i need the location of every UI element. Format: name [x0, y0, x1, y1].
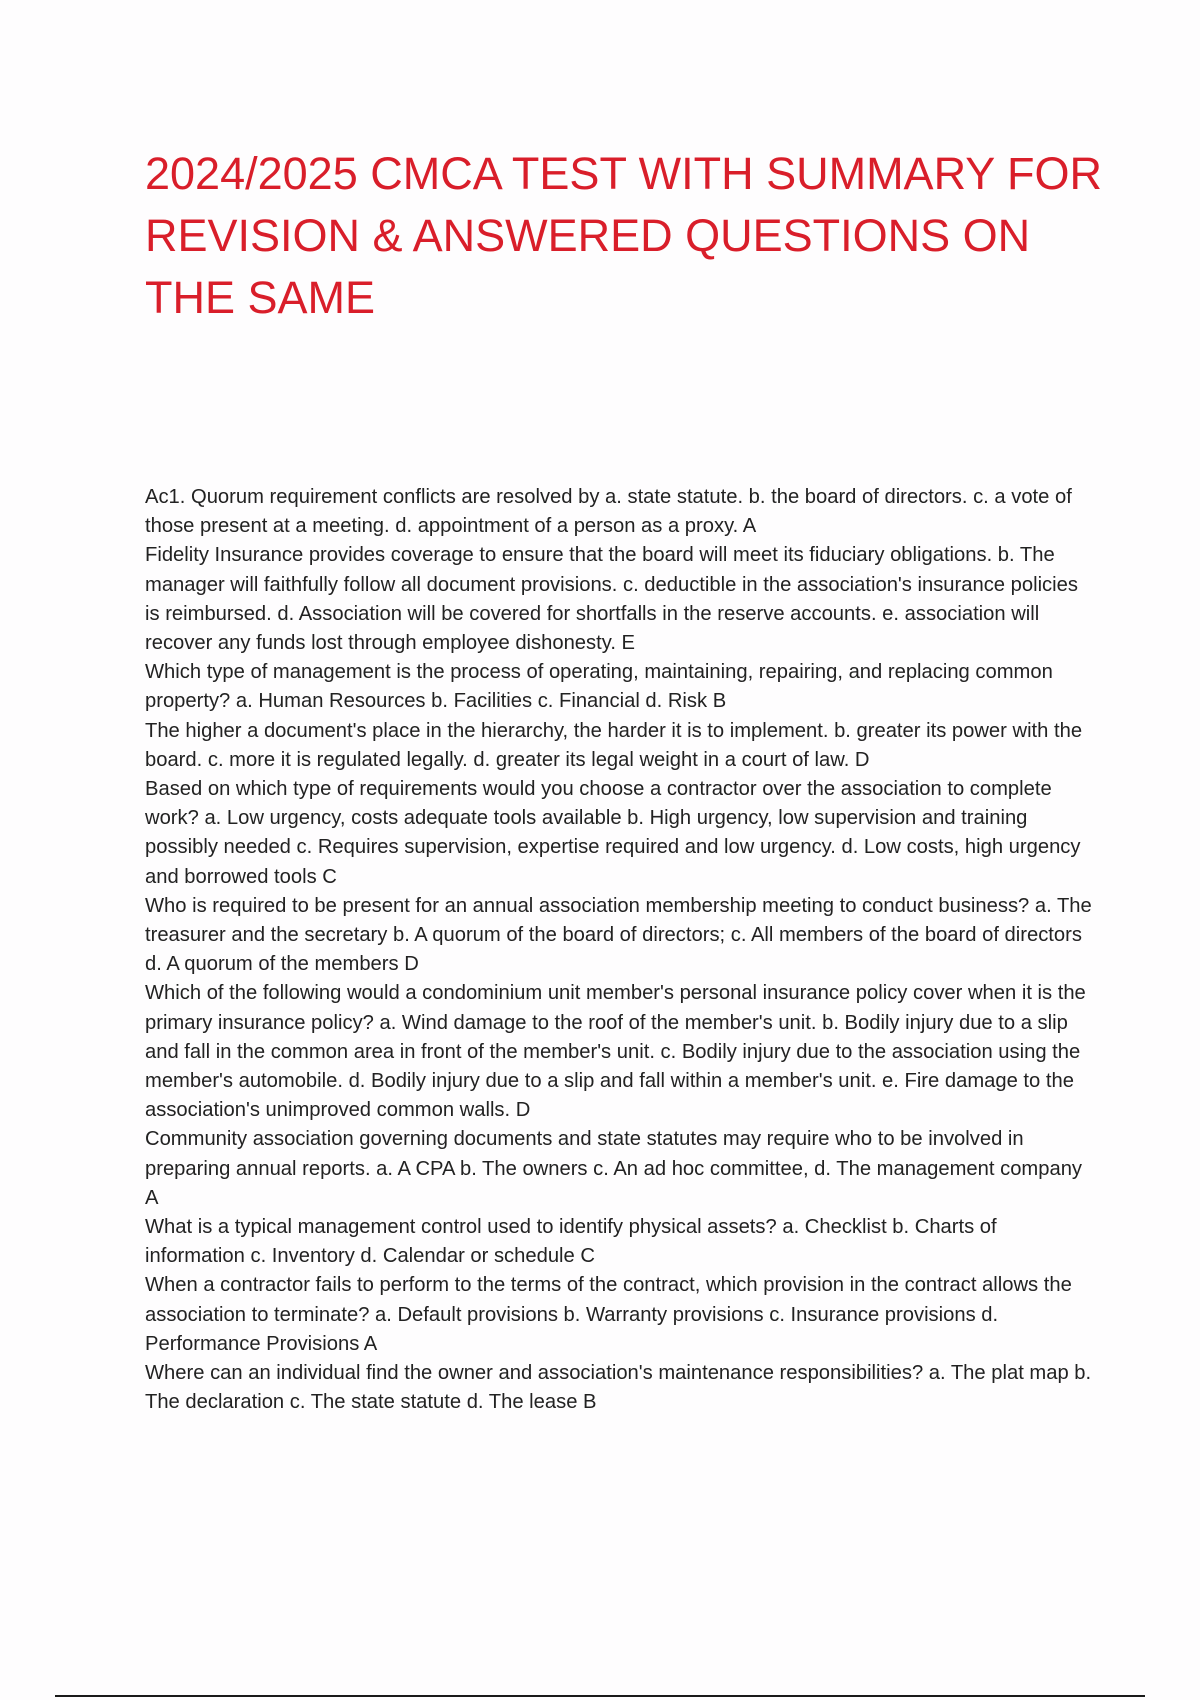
- question-list: [145, 483, 1095, 1418]
- question-item: When a contractor fails to perform to the terms of the contract, which provision in the contract allows the association to terminate? a. Default provisions b. Warranty provisions c. Insurance provisions d. Performance Provisions A: [145, 1274, 1072, 1355]
- question-item: Where can an individual find the owner and association's maintenance responsibilities? a. The plat map b. The declaration c. The state statute d. The lease B: [145, 1362, 1092, 1414]
- document-title: 2024/2025 CMCA TEST WITH SUMMARY FOR REVISION & ANSWERED QUESTIONS ON THE SAME: [145, 148, 1102, 323]
- question-item: Ac1. Quorum requirement conflicts are resolved by a. state statute. b. the board of directors. c. a vote of those present at a meeting. d. appointment of a person as a proxy. A: [145, 486, 1072, 538]
- question-item: Which of the following would a condominium unit member's personal insurance policy cover when it is the primary insurance policy? a. Wind damage to the roof of the member's unit. b. Bodily injury due to a slip and fall in the common area in front of the member's unit. c. Bodily injury due to the association using the member's automobile. d. Bodily injury due to a slip and fall within a member's unit. e. Fire damage to the association's unimproved common walls. D: [145, 982, 1086, 1122]
- question-item: Based on which type of requirements would you choose a contractor over the association to complete work? a. Low urgency, costs adequate tools available b. High urgency, low supervision and training possibly needed c. Requires supervision, expertise required and low urgency. d. Low costs, high urgency and borrowed tools C: [145, 778, 1081, 888]
- question-item: The higher a document's place in the hierarchy, the harder it is to implement. b. greater its power with the board. c. more it is regulated legally. d. greater its legal weight in a court of law. D: [145, 719, 1083, 771]
- question-item: Community association governing documents and state statutes may require who to be involved in preparing annual reports. a. A CPA b. The owners c. An ad hoc committee, d. The management company A: [145, 1128, 1083, 1209]
- question-item: Who is required to be present for an annual association membership meeting to conduct business? a. The treasurer and the secretary b. A quorum of the board of directors; c. All members of the board of directors d. A quorum of the members D: [145, 894, 1092, 976]
- question-item: Which type of management is the process of operating, maintaining, repairing, and replacing common property? a. Human Resources b. Facilities c. Financial d. Risk B: [145, 661, 1053, 713]
- question-item: What is a typical management control used to identify physical assets? a. Checklist b. Charts of information c. Inventory d. Calendar or schedule C: [145, 1216, 997, 1268]
- page-bottom-rule: [55, 1695, 1145, 1697]
- question-item: Fidelity Insurance provides coverage to ensure that the board will meet its fiduciary obligations. b. The manager will faithfully follow all document provisions. c. deductible in the association's insurance policies is reimbursed. d. Association will be covered for shortfalls in the reserve accounts. e. association will recover any funds lost through employee dishonesty. E: [145, 544, 1078, 655]
